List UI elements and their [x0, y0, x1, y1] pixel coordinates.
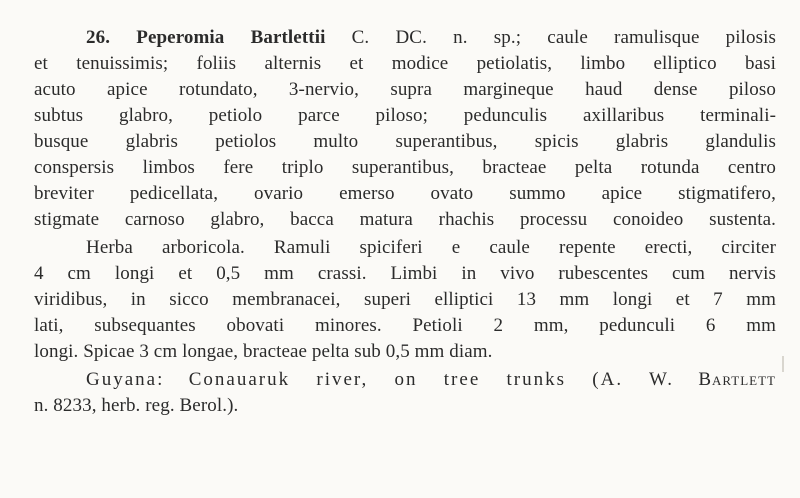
habit-line: Herba arboricola. Ramuli spiciferi e caule repente erecti, circiter [86, 237, 776, 258]
desc-line: acuto apice rotundato, 3-nervio, supra margineque haud dense piloso [34, 79, 776, 100]
habit-line: lati, subsequantes obovati minores. Petioli 2 mm, pedunculi 6 mm [34, 315, 776, 336]
species-name: Peperomia Bartlettii [136, 27, 326, 48]
desc-line: subtus glabro, petiolo parce piloso; pedunculis axillaribus terminali- [34, 105, 776, 126]
heading-continuation: caule ramulisque pilosis [547, 27, 776, 48]
locality-line-2: n. 8233, herb. reg. Berol.). [34, 395, 239, 416]
species-number: 26. [86, 27, 111, 48]
desc-line: stigmate carnoso glabro, bacca matura rhachis processu conoideo sustenta. [34, 209, 776, 230]
desc-line: busque glabris petiolos multo superantibus, spicis glabris glandulis [34, 131, 776, 152]
desc-line: et tenuissimis; foliis alternis et modice petiolatis, limbo elliptico basi [34, 53, 776, 74]
species-heading-line [86, 26, 776, 50]
page-edge-mark [782, 356, 784, 372]
collector-name: Bartlett [698, 369, 776, 390]
species-author: C. DC. n. sp.; [351, 27, 522, 48]
desc-line: conspersis limbos fere triplo superantibus, bracteae pelta rotunda centro [34, 157, 776, 178]
locality-text: Conauaruk river, on tree trunks (A. W. [188, 369, 674, 390]
locality-line [86, 368, 776, 392]
locality-region: Guyana: [86, 369, 165, 390]
habit-line: longi. Spicae 3 cm longae, bracteae pelta sub 0,5 mm diam. [34, 341, 493, 362]
habit-line: 4 cm longi et 0,5 mm crassi. Limbi in vivo rubescentes cum nervis [34, 263, 776, 284]
habit-line: viridibus, in sicco membranacei, superi elliptici 13 mm longi et 7 mm [34, 289, 776, 310]
desc-line: breviter pedicellata, ovario emerso ovato summo apice stigmatifero, [34, 183, 776, 204]
